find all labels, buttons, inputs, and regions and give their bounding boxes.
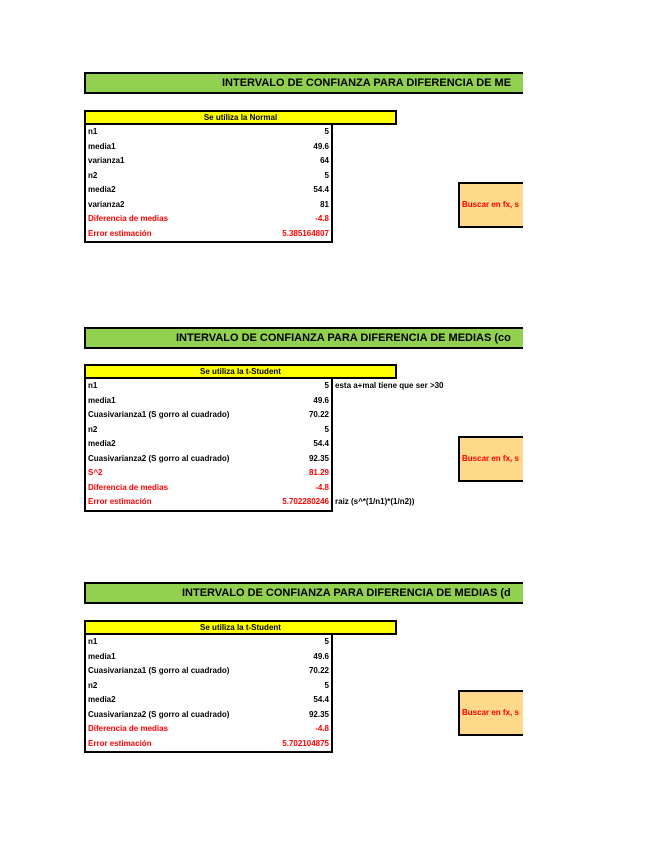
- table-row: [86, 495, 331, 510]
- row-label: n2: [88, 680, 98, 690]
- row-value[interactable]: 81: [320, 199, 329, 209]
- table-row: [86, 125, 331, 140]
- table-row: [86, 379, 331, 394]
- method-header: Se utiliza la t-Student: [84, 364, 397, 379]
- formula-note: raiz (s^*(1/n1)*(1/n2)): [335, 497, 415, 506]
- table-row: [86, 140, 331, 155]
- table-row: [86, 394, 331, 409]
- row-value[interactable]: 54.4: [313, 185, 329, 194]
- lookup-hint-text: Buscar en fx, s: [462, 454, 519, 463]
- table-row: [86, 169, 331, 184]
- table-row: [86, 708, 331, 723]
- lookup-hint-text: Buscar en fx, s: [462, 200, 519, 209]
- row-label: media1: [88, 141, 116, 151]
- row-value[interactable]: 92.35: [308, 709, 329, 719]
- section-title-text: INTERVALO DE CONFIANZA PARA DIFERENCIA DE ME: [222, 77, 512, 89]
- row-value[interactable]: 49.6: [313, 141, 329, 151]
- lookup-hint-text: Buscar en fx, s: [462, 708, 519, 717]
- section-title: [84, 72, 523, 94]
- table-row: [86, 227, 331, 242]
- data-table: [84, 125, 333, 243]
- row-label: media1: [88, 651, 116, 661]
- row-value[interactable]: -4.8: [315, 482, 329, 492]
- row-label: Diferencia de medias: [88, 724, 169, 733]
- row-label: Diferencia de medias: [88, 482, 169, 492]
- table-row: [86, 679, 331, 694]
- row-label: S^2: [88, 468, 103, 477]
- row-label: n2: [88, 170, 98, 180]
- table-row: [86, 693, 331, 708]
- row-label: media1: [88, 395, 116, 405]
- data-table: [84, 379, 333, 512]
- row-value[interactable]: 54.4: [313, 695, 329, 704]
- table-row: [86, 452, 331, 467]
- table-row: [86, 408, 331, 423]
- row-label: Error estimación: [88, 497, 152, 506]
- row-value[interactable]: 5: [324, 381, 329, 390]
- lookup-hint-box[interactable]: [458, 690, 523, 736]
- table-row: [86, 466, 331, 481]
- table-row: [86, 212, 331, 227]
- table-row: [86, 198, 331, 213]
- row-label: media2: [88, 185, 116, 194]
- row-value[interactable]: 70.22: [308, 410, 329, 419]
- row-value[interactable]: 64: [320, 156, 329, 165]
- row-value[interactable]: 92.35: [308, 453, 329, 463]
- row-label: n1: [88, 637, 98, 646]
- row-value[interactable]: 5: [324, 127, 329, 136]
- row-value[interactable]: -4.8: [315, 724, 329, 733]
- row-value[interactable]: 5.702280246: [282, 497, 329, 506]
- table-row: [86, 722, 331, 737]
- table-row: [86, 737, 331, 752]
- side-note: esta a+mal tiene que ser >30: [335, 381, 444, 390]
- section-title: [84, 582, 523, 604]
- method-header: Se utiliza la Normal: [84, 110, 397, 125]
- row-label: varianza2: [88, 199, 125, 209]
- table-row: [86, 437, 331, 452]
- row-label: Error estimación: [88, 228, 152, 238]
- data-table: [84, 635, 333, 753]
- row-value[interactable]: 81.29: [308, 468, 329, 477]
- row-value[interactable]: 49.6: [313, 651, 329, 661]
- lookup-hint-box[interactable]: [458, 436, 523, 482]
- row-value[interactable]: 49.6: [313, 395, 329, 405]
- row-label: n2: [88, 424, 98, 434]
- row-label: Cuasivarianza2 (S gorro al cuadrado): [88, 709, 230, 719]
- table-row: [86, 481, 331, 496]
- lookup-hint-box[interactable]: [458, 182, 523, 228]
- row-value[interactable]: 70.22: [308, 666, 329, 675]
- row-value[interactable]: 5.702104875: [282, 738, 329, 748]
- row-label: Cuasivarianza1 (S gorro al cuadrado): [88, 410, 230, 419]
- table-row: [86, 635, 331, 650]
- section-title-text: INTERVALO DE CONFIANZA PARA DIFERENCIA DE MEDIAS (d: [182, 587, 511, 599]
- row-value[interactable]: 5: [324, 424, 329, 434]
- table-row: [86, 183, 331, 198]
- table-row: [86, 664, 331, 679]
- row-label: Diferencia de medias: [88, 214, 169, 223]
- table-row: [86, 423, 331, 438]
- section-title: [84, 327, 523, 349]
- row-value[interactable]: 5: [324, 170, 329, 180]
- row-value[interactable]: 54.4: [313, 439, 329, 448]
- row-label: Cuasivarianza2 (S gorro al cuadrado): [88, 453, 230, 463]
- row-value[interactable]: -4.8: [315, 214, 329, 223]
- row-value[interactable]: 5: [324, 637, 329, 646]
- row-label: n1: [88, 127, 98, 136]
- row-value[interactable]: 5.385164807: [282, 228, 329, 238]
- table-row: [86, 650, 331, 665]
- method-header: Se utiliza la t-Student: [84, 620, 397, 635]
- table-row: [86, 154, 331, 169]
- row-value[interactable]: 5: [324, 680, 329, 690]
- row-label: media2: [88, 439, 116, 448]
- row-label: Cuasivarianza1 (S gorro al cuadrado): [88, 666, 230, 675]
- row-label: media2: [88, 695, 116, 704]
- row-label: varianza1: [88, 156, 125, 165]
- row-label: n1: [88, 381, 98, 390]
- row-label: Error estimación: [88, 738, 152, 748]
- section-title-text: INTERVALO DE CONFIANZA PARA DIFERENCIA DE MEDIAS (co: [176, 332, 511, 344]
